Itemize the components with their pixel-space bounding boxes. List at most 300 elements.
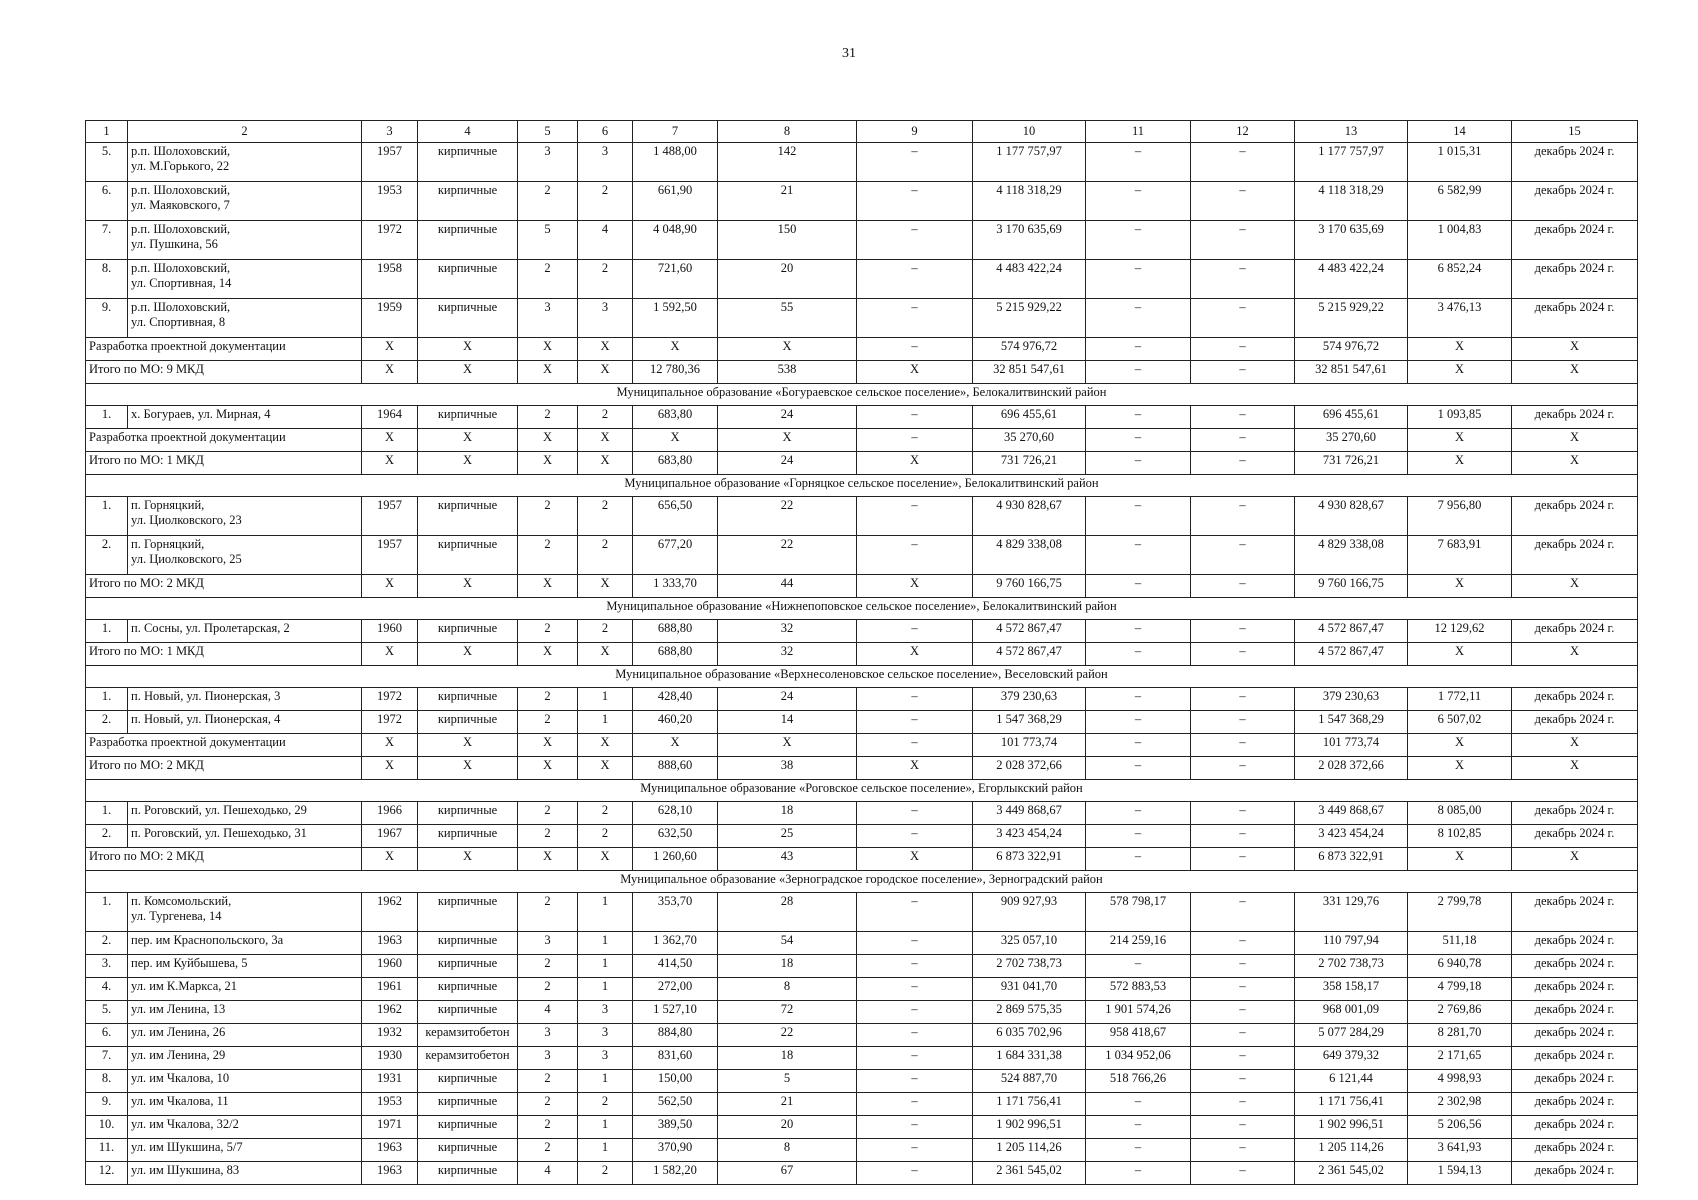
table-row [86, 260, 1638, 299]
cell-cost-per-sqm: 6 940,78 [1408, 955, 1512, 978]
municipality-title: Муниципальное образование «Горняцкое сельское поселение», Белокалитвинский район [86, 475, 1638, 497]
cell-completion-date: декабрь 2024 г. [1512, 802, 1638, 825]
cell-col-9: – [857, 1047, 973, 1070]
cell-year-built: 1964 [362, 406, 418, 429]
summary-cell-entrances: X [578, 361, 633, 384]
summary-cell-completion-date: X [1512, 643, 1638, 666]
cell-cost-other: – [1191, 1070, 1295, 1093]
summary-cell-wall-material: X [418, 575, 518, 598]
cell-cost-other: – [1191, 1093, 1295, 1116]
table-row [86, 620, 1638, 643]
summary-cell-wall-material: X [418, 429, 518, 452]
cell-cost-fund: – [1086, 620, 1191, 643]
column-number-1: 1 [86, 121, 128, 143]
cell-col-9: – [857, 802, 973, 825]
summary-cell-completion-date: X [1512, 452, 1638, 475]
cell-floors: 3 [518, 932, 578, 955]
cell-cost-fund: 518 766,26 [1086, 1070, 1191, 1093]
cell-wall-material: кирпичные [418, 932, 518, 955]
summary-cell-cost-owners: 35 270,60 [1295, 429, 1408, 452]
cell-row-number: 8. [86, 1070, 128, 1093]
cell-address: п. Сосны, ул. Пролетарская, 2 [128, 620, 362, 643]
cell-year-built: 1930 [362, 1047, 418, 1070]
cell-cost-total: 1 684 331,38 [973, 1047, 1086, 1070]
municipality-section-row [86, 871, 1638, 893]
cell-cost-other: – [1191, 221, 1295, 260]
cell-cost-per-sqm: 3 476,13 [1408, 299, 1512, 338]
cell-cost-per-sqm: 8 102,85 [1408, 825, 1512, 848]
cell-wall-material: кирпичные [418, 1001, 518, 1024]
cell-col-9: – [857, 825, 973, 848]
summary-cell-year-built: X [362, 361, 418, 384]
housing-repair-table [85, 120, 1638, 1185]
cell-col-9: – [857, 299, 973, 338]
table-row [86, 536, 1638, 575]
summary-cell-entrances: X [578, 575, 633, 598]
cell-cost-total: 3 423 454,24 [973, 825, 1086, 848]
summary-label: Разработка проектной документации [86, 429, 362, 452]
cell-total-area: 688,80 [633, 620, 718, 643]
summary-cell-cost-other: – [1191, 643, 1295, 666]
cell-completion-date: декабрь 2024 г. [1512, 978, 1638, 1001]
table-row [86, 825, 1638, 848]
cell-year-built: 1960 [362, 620, 418, 643]
summary-cell-floors: X [518, 643, 578, 666]
summary-cell-entrances: X [578, 757, 633, 780]
cell-row-number: 1. [86, 406, 128, 429]
cell-address: р.п. Шолоховский, ул. Спортивная, 8 [128, 299, 362, 338]
cell-entrances: 2 [578, 406, 633, 429]
column-number-14: 14 [1408, 121, 1512, 143]
cell-cost-per-sqm: 4 998,93 [1408, 1070, 1512, 1093]
cell-row-number: 8. [86, 260, 128, 299]
cell-entrances: 3 [578, 1001, 633, 1024]
summary-cell-residents: 538 [718, 361, 857, 384]
summary-label: Итого по МО: 1 МКД [86, 643, 362, 666]
cell-year-built: 1966 [362, 802, 418, 825]
summary-cell-cost-total: 35 270,60 [973, 429, 1086, 452]
cell-floors: 2 [518, 536, 578, 575]
cell-year-built: 1957 [362, 536, 418, 575]
cell-completion-date: декабрь 2024 г. [1512, 711, 1638, 734]
cell-address: ул. им К.Маркса, 21 [128, 978, 362, 1001]
summary-row [86, 338, 1638, 361]
cell-total-area: 656,50 [633, 497, 718, 536]
summary-cell-completion-date: X [1512, 575, 1638, 598]
cell-cost-per-sqm: 2 171,65 [1408, 1047, 1512, 1070]
cell-completion-date: декабрь 2024 г. [1512, 143, 1638, 182]
summary-cell-wall-material: X [418, 452, 518, 475]
column-number-15: 15 [1512, 121, 1638, 143]
table-row [86, 1047, 1638, 1070]
cell-floors: 2 [518, 1093, 578, 1116]
cell-cost-owners: 3 449 868,67 [1295, 802, 1408, 825]
cell-cost-total: 696 455,61 [973, 406, 1086, 429]
summary-cell-entrances: X [578, 429, 633, 452]
cell-wall-material: кирпичные [418, 1139, 518, 1162]
cell-residents: 20 [718, 260, 857, 299]
cell-cost-fund: – [1086, 1162, 1191, 1185]
cell-cost-total: 4 118 318,29 [973, 182, 1086, 221]
table-row [86, 932, 1638, 955]
summary-cell-wall-material: X [418, 757, 518, 780]
cell-cost-per-sqm: 2 302,98 [1408, 1093, 1512, 1116]
cell-col-9: – [857, 893, 973, 932]
column-number-2: 2 [128, 121, 362, 143]
summary-cell-cost-total: 4 572 867,47 [973, 643, 1086, 666]
cell-residents: 22 [718, 1024, 857, 1047]
cell-cost-per-sqm: 1 004,83 [1408, 221, 1512, 260]
cell-total-area: 677,20 [633, 536, 718, 575]
table-row [86, 955, 1638, 978]
cell-cost-per-sqm: 5 206,56 [1408, 1116, 1512, 1139]
cell-cost-total: 3 449 868,67 [973, 802, 1086, 825]
cell-col-9: – [857, 1001, 973, 1024]
cell-residents: 21 [718, 1093, 857, 1116]
summary-cell-cost-per-sqm: X [1408, 734, 1512, 757]
cell-cost-total: 1 177 757,97 [973, 143, 1086, 182]
summary-cell-col-9: X [857, 643, 973, 666]
cell-completion-date: декабрь 2024 г. [1512, 260, 1638, 299]
cell-cost-owners: 4 118 318,29 [1295, 182, 1408, 221]
municipality-section-row [86, 598, 1638, 620]
summary-cell-entrances: X [578, 848, 633, 871]
cell-col-9: – [857, 182, 973, 221]
table-row [86, 688, 1638, 711]
cell-residents: 14 [718, 711, 857, 734]
cell-cost-per-sqm: 7 956,80 [1408, 497, 1512, 536]
summary-cell-cost-owners: 9 760 166,75 [1295, 575, 1408, 598]
table-row [86, 299, 1638, 338]
summary-cell-wall-material: X [418, 848, 518, 871]
cell-residents: 21 [718, 182, 857, 221]
summary-cell-year-built: X [362, 575, 418, 598]
summary-cell-cost-total: 731 726,21 [973, 452, 1086, 475]
cell-floors: 2 [518, 1070, 578, 1093]
cell-total-area: 428,40 [633, 688, 718, 711]
table-row [86, 182, 1638, 221]
cell-floors: 3 [518, 299, 578, 338]
cell-cost-fund: 214 259,16 [1086, 932, 1191, 955]
column-number-9: 9 [857, 121, 973, 143]
summary-cell-cost-total: 9 760 166,75 [973, 575, 1086, 598]
summary-cell-entrances: X [578, 643, 633, 666]
summary-cell-col-9: X [857, 452, 973, 475]
cell-total-area: 1 527,10 [633, 1001, 718, 1024]
cell-wall-material: кирпичные [418, 1093, 518, 1116]
cell-cost-other: – [1191, 825, 1295, 848]
cell-wall-material: кирпичные [418, 825, 518, 848]
summary-cell-cost-total: 101 773,74 [973, 734, 1086, 757]
cell-col-9: – [857, 1070, 973, 1093]
cell-address: ул. им Чкалова, 11 [128, 1093, 362, 1116]
cell-cost-per-sqm: 1 594,13 [1408, 1162, 1512, 1185]
column-number-6: 6 [578, 121, 633, 143]
cell-cost-per-sqm: 511,18 [1408, 932, 1512, 955]
cell-cost-owners: 649 379,32 [1295, 1047, 1408, 1070]
cell-col-9: – [857, 260, 973, 299]
cell-floors: 5 [518, 221, 578, 260]
cell-entrances: 1 [578, 688, 633, 711]
cell-residents: 24 [718, 406, 857, 429]
summary-cell-cost-total: 32 851 547,61 [973, 361, 1086, 384]
cell-cost-total: 6 035 702,96 [973, 1024, 1086, 1047]
cell-cost-owners: 968 001,09 [1295, 1001, 1408, 1024]
cell-row-number: 1. [86, 620, 128, 643]
cell-wall-material: кирпичные [418, 497, 518, 536]
cell-row-number: 9. [86, 1093, 128, 1116]
summary-cell-entrances: X [578, 734, 633, 757]
summary-cell-cost-other: – [1191, 757, 1295, 780]
cell-col-9: – [857, 497, 973, 536]
cell-floors: 3 [518, 1047, 578, 1070]
cell-address: ул. им Чкалова, 32/2 [128, 1116, 362, 1139]
summary-cell-cost-per-sqm: X [1408, 429, 1512, 452]
cell-cost-other: – [1191, 1162, 1295, 1185]
cell-cost-owners: 3 170 635,69 [1295, 221, 1408, 260]
summary-cell-cost-owners: 32 851 547,61 [1295, 361, 1408, 384]
table-row [86, 1001, 1638, 1024]
summary-row [86, 734, 1638, 757]
cell-entrances: 1 [578, 893, 633, 932]
cell-cost-fund: 1 901 574,26 [1086, 1001, 1191, 1024]
cell-row-number: 2. [86, 825, 128, 848]
cell-floors: 3 [518, 143, 578, 182]
table-row [86, 711, 1638, 734]
cell-cost-other: – [1191, 1139, 1295, 1162]
cell-entrances: 1 [578, 1116, 633, 1139]
cell-wall-material: кирпичные [418, 299, 518, 338]
cell-total-area: 150,00 [633, 1070, 718, 1093]
table-row [86, 1093, 1638, 1116]
cell-entrances: 2 [578, 536, 633, 575]
cell-wall-material: кирпичные [418, 182, 518, 221]
cell-completion-date: декабрь 2024 г. [1512, 1139, 1638, 1162]
cell-cost-total: 2 869 575,35 [973, 1001, 1086, 1024]
cell-cost-total: 5 215 929,22 [973, 299, 1086, 338]
cell-cost-total: 1 205 114,26 [973, 1139, 1086, 1162]
cell-entrances: 2 [578, 802, 633, 825]
summary-cell-cost-owners: 6 873 322,91 [1295, 848, 1408, 871]
cell-completion-date: декабрь 2024 г. [1512, 1116, 1638, 1139]
cell-cost-total: 1 547 368,29 [973, 711, 1086, 734]
column-number-3: 3 [362, 121, 418, 143]
summary-cell-completion-date: X [1512, 848, 1638, 871]
cell-cost-total: 2 361 545,02 [973, 1162, 1086, 1185]
cell-cost-owners: 3 423 454,24 [1295, 825, 1408, 848]
summary-cell-cost-total: 2 028 372,66 [973, 757, 1086, 780]
cell-cost-owners: 2 361 545,02 [1295, 1162, 1408, 1185]
cell-cost-other: – [1191, 299, 1295, 338]
cell-residents: 22 [718, 497, 857, 536]
cell-entrances: 1 [578, 978, 633, 1001]
municipality-title: Муниципальное образование «Верхнесоленовское сельское поселение», Веселовский район [86, 666, 1638, 688]
cell-address: п. Комсомольский, ул. Тургенева, 14 [128, 893, 362, 932]
summary-row [86, 575, 1638, 598]
cell-completion-date: декабрь 2024 г. [1512, 182, 1638, 221]
cell-row-number: 5. [86, 1001, 128, 1024]
summary-row [86, 643, 1638, 666]
cell-year-built: 1932 [362, 1024, 418, 1047]
summary-label: Разработка проектной документации [86, 338, 362, 361]
summary-cell-wall-material: X [418, 734, 518, 757]
cell-cost-fund: – [1086, 182, 1191, 221]
cell-wall-material: кирпичные [418, 978, 518, 1001]
cell-row-number: 1. [86, 497, 128, 536]
cell-cost-other: – [1191, 893, 1295, 932]
cell-wall-material: кирпичные [418, 893, 518, 932]
cell-entrances: 3 [578, 143, 633, 182]
summary-cell-cost-per-sqm: X [1408, 848, 1512, 871]
table-row [86, 221, 1638, 260]
cell-address: п. Горняцкий, ул. Циолковского, 23 [128, 497, 362, 536]
summary-cell-floors: X [518, 338, 578, 361]
cell-cost-fund: – [1086, 802, 1191, 825]
summary-cell-cost-owners: 574 976,72 [1295, 338, 1408, 361]
cell-address: п. Новый, ул. Пионерская, 4 [128, 711, 362, 734]
cell-cost-owners: 2 702 738,73 [1295, 955, 1408, 978]
summary-label: Итого по МО: 1 МКД [86, 452, 362, 475]
cell-cost-per-sqm: 8 281,70 [1408, 1024, 1512, 1047]
summary-cell-cost-per-sqm: X [1408, 575, 1512, 598]
cell-address: п. Новый, ул. Пионерская, 3 [128, 688, 362, 711]
cell-col-9: – [857, 688, 973, 711]
summary-label: Итого по МО: 2 МКД [86, 848, 362, 871]
cell-entrances: 3 [578, 1024, 633, 1047]
cell-cost-owners: 4 483 422,24 [1295, 260, 1408, 299]
cell-total-area: 721,60 [633, 260, 718, 299]
cell-entrances: 2 [578, 182, 633, 221]
summary-cell-col-9: X [857, 361, 973, 384]
cell-cost-total: 3 170 635,69 [973, 221, 1086, 260]
cell-total-area: 628,10 [633, 802, 718, 825]
cell-col-9: – [857, 978, 973, 1001]
cell-cost-per-sqm: 8 085,00 [1408, 802, 1512, 825]
cell-entrances: 2 [578, 497, 633, 536]
cell-year-built: 1971 [362, 1116, 418, 1139]
summary-cell-residents: X [718, 734, 857, 757]
cell-address: пер. им Куйбышева, 5 [128, 955, 362, 978]
summary-label: Разработка проектной документации [86, 734, 362, 757]
cell-completion-date: декабрь 2024 г. [1512, 221, 1638, 260]
table-row [86, 1116, 1638, 1139]
cell-col-9: – [857, 406, 973, 429]
cell-total-area: 632,50 [633, 825, 718, 848]
cell-entrances: 1 [578, 711, 633, 734]
summary-cell-total-area: 1 260,60 [633, 848, 718, 871]
cell-row-number: 3. [86, 955, 128, 978]
cell-cost-fund: – [1086, 711, 1191, 734]
table-row [86, 406, 1638, 429]
cell-row-number: 5. [86, 143, 128, 182]
cell-wall-material: кирпичные [418, 143, 518, 182]
cell-address: ул. им Шукшина, 5/7 [128, 1139, 362, 1162]
cell-col-9: – [857, 1139, 973, 1162]
summary-cell-cost-other: – [1191, 361, 1295, 384]
summary-cell-floors: X [518, 757, 578, 780]
cell-cost-fund: – [1086, 688, 1191, 711]
cell-col-9: – [857, 620, 973, 643]
cell-cost-other: – [1191, 406, 1295, 429]
cell-wall-material: кирпичные [418, 221, 518, 260]
summary-cell-cost-fund: – [1086, 848, 1191, 871]
cell-entrances: 2 [578, 260, 633, 299]
summary-cell-year-built: X [362, 848, 418, 871]
cell-cost-total: 4 483 422,24 [973, 260, 1086, 299]
cell-cost-owners: 1 171 756,41 [1295, 1093, 1408, 1116]
cell-cost-per-sqm: 6 582,99 [1408, 182, 1512, 221]
cell-year-built: 1953 [362, 182, 418, 221]
summary-cell-cost-fund: – [1086, 734, 1191, 757]
cell-row-number: 1. [86, 893, 128, 932]
summary-cell-total-area: 888,60 [633, 757, 718, 780]
summary-cell-cost-other: – [1191, 734, 1295, 757]
municipality-section-row [86, 475, 1638, 497]
summary-cell-completion-date: X [1512, 429, 1638, 452]
column-number-header-row [86, 121, 1638, 143]
summary-cell-cost-per-sqm: X [1408, 338, 1512, 361]
cell-year-built: 1931 [362, 1070, 418, 1093]
cell-total-area: 460,20 [633, 711, 718, 734]
cell-completion-date: декабрь 2024 г. [1512, 497, 1638, 536]
cell-row-number: 11. [86, 1139, 128, 1162]
cell-total-area: 661,90 [633, 182, 718, 221]
cell-completion-date: декабрь 2024 г. [1512, 1093, 1638, 1116]
cell-cost-per-sqm: 7 683,91 [1408, 536, 1512, 575]
cell-floors: 2 [518, 182, 578, 221]
cell-entrances: 2 [578, 620, 633, 643]
cell-year-built: 1960 [362, 955, 418, 978]
cell-col-9: – [857, 536, 973, 575]
cell-entrances: 1 [578, 1139, 633, 1162]
cell-year-built: 1958 [362, 260, 418, 299]
summary-cell-entrances: X [578, 452, 633, 475]
municipality-title: Муниципальное образование «Зерноградское городское поселение», Зерноградский район [86, 871, 1638, 893]
summary-cell-wall-material: X [418, 338, 518, 361]
cell-wall-material: керамзитобетон [418, 1024, 518, 1047]
cell-row-number: 2. [86, 711, 128, 734]
summary-cell-cost-fund: – [1086, 338, 1191, 361]
summary-cell-cost-other: – [1191, 848, 1295, 871]
cell-col-9: – [857, 932, 973, 955]
cell-cost-per-sqm: 3 641,93 [1408, 1139, 1512, 1162]
cell-cost-other: – [1191, 260, 1295, 299]
summary-cell-residents: 32 [718, 643, 857, 666]
cell-cost-owners: 1 547 368,29 [1295, 711, 1408, 734]
cell-cost-fund: – [1086, 299, 1191, 338]
summary-cell-cost-fund: – [1086, 429, 1191, 452]
table-body [86, 121, 1638, 1185]
cell-cost-fund: – [1086, 955, 1191, 978]
cell-completion-date: декабрь 2024 г. [1512, 825, 1638, 848]
cell-completion-date: декабрь 2024 г. [1512, 1162, 1638, 1185]
cell-completion-date: декабрь 2024 г. [1512, 688, 1638, 711]
summary-cell-floors: X [518, 452, 578, 475]
column-number-13: 13 [1295, 121, 1408, 143]
summary-cell-col-9: X [857, 575, 973, 598]
summary-cell-col-9: – [857, 338, 973, 361]
cell-cost-total: 1 902 996,51 [973, 1116, 1086, 1139]
cell-row-number: 7. [86, 1047, 128, 1070]
cell-completion-date: декабрь 2024 г. [1512, 406, 1638, 429]
cell-cost-total: 2 702 738,73 [973, 955, 1086, 978]
column-number-5: 5 [518, 121, 578, 143]
cell-residents: 20 [718, 1116, 857, 1139]
cell-total-area: 884,80 [633, 1024, 718, 1047]
cell-total-area: 683,80 [633, 406, 718, 429]
cell-residents: 67 [718, 1162, 857, 1185]
cell-address: пер. им Краснопольского, 3а [128, 932, 362, 955]
